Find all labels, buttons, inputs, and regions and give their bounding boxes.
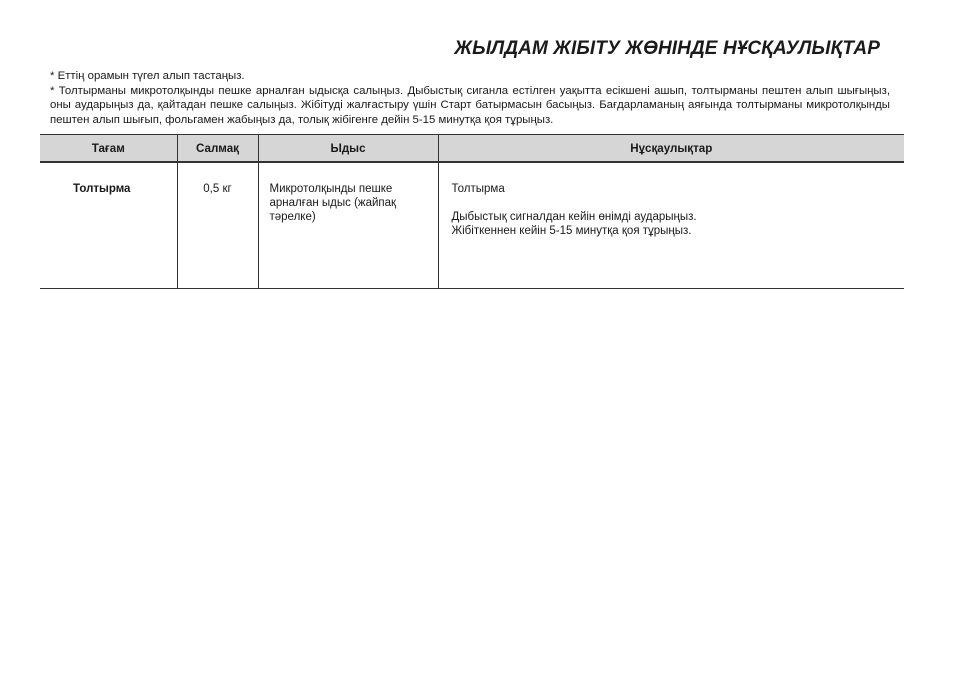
instruction-title: Толтырма (451, 183, 505, 195)
instruction-line-1: Дыбыстық сигналдан кейін өнімді аударыңыз. (451, 211, 697, 223)
note-remove-wrapping: * Еттің орамын түгел алып тастаңыз. (50, 70, 245, 82)
cell-dish: Микротолқынды пешке арналған ыдыс (жайпақ тәрелке) (258, 162, 438, 289)
page-title: ЖЫЛДАМ ЖІБІТУ ЖӨНІНДЕ НҰСҚАУЛЫҚТАР (454, 38, 880, 59)
notes-block (50, 69, 890, 127)
header-weight: Салмақ (177, 135, 258, 163)
header-instructions: Нұсқаулықтар (438, 135, 904, 163)
cell-weight: 0,5 кг (177, 162, 258, 289)
header-dish: Ыдыс (258, 135, 438, 163)
instruction-line-2: Жібіткеннен кейін 5-15 минутқа қоя тұрыңыз. (451, 225, 692, 237)
cell-instructions (438, 162, 904, 289)
note-defrost-procedure: * Толтырманы микротолқынды пешке арналған ыдысқа салыңыз. Дыбыстық сиганла естілген уақытта есікшені ашып, толтырманы пештен алып шығыңыз, оны аударыңыз да, қайтадан пешке салыңыз. Жібітуді жалғастыру үшін Старт батырмасын басыңыз. Бағдарламаның аяғында толтырманы микротолқынды пештен алып шығып, фольгамен жабыңыз да, толық жібігенге дейін 5-15 минутқа қоя тұрыңыз. (50, 84, 890, 126)
cell-food: Толтырма (40, 162, 177, 289)
header-food: Тағам (40, 135, 177, 163)
table-header-row (40, 135, 904, 163)
defrost-table (40, 134, 904, 289)
table-row (40, 162, 904, 289)
